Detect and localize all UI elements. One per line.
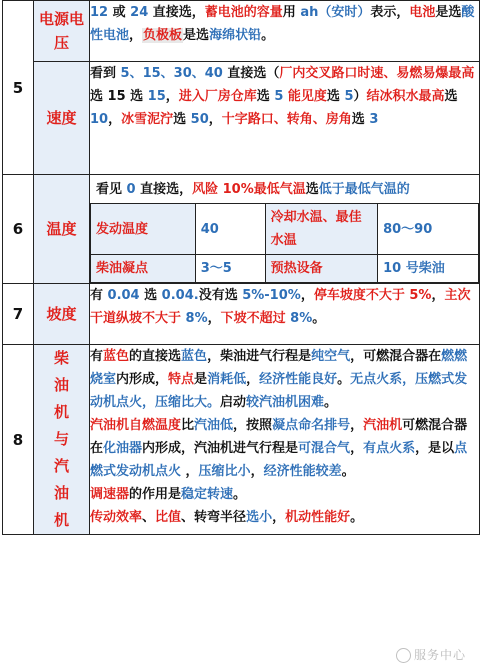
watermark [396, 646, 466, 663]
text-run: 内形成，汽油机进气行程是 [142, 441, 299, 456]
text-run: ， [181, 464, 199, 479]
row-number: 8 [3, 345, 34, 535]
text-run: 特点 [168, 372, 195, 387]
text-run: 稳定转速 [181, 487, 234, 502]
text-run: 、 [142, 510, 156, 525]
row-content [90, 62, 480, 175]
text-run: 8% [285, 311, 313, 326]
text-run: 机动性能好 [285, 510, 351, 525]
text-run: 。 [341, 464, 355, 479]
text-run: 0 [126, 182, 136, 197]
text-run: ， [208, 112, 222, 127]
text-run: 。 [233, 487, 247, 502]
text-run: 的直接选 [129, 349, 182, 364]
text-run: ， [207, 311, 221, 326]
text-run: 下坡不超过 [220, 311, 286, 326]
text-run: 停车坡度不大于 5% [313, 288, 432, 303]
document-page [2, 0, 480, 671]
row-content [90, 1, 480, 62]
row-number: 7 [3, 284, 34, 345]
text-run: 海绵状铅 [209, 28, 262, 43]
text-run: 直接选， [148, 5, 205, 20]
row-label: 电源电压 [34, 1, 90, 62]
text-run: 冰雪泥泞 [121, 112, 174, 127]
text-run: 凝点命名排号 [272, 418, 351, 433]
row-label [34, 345, 90, 535]
grid-cell: 发动温度 [91, 204, 196, 255]
text-run: ，按照 [233, 418, 273, 433]
row-content [90, 175, 480, 284]
text-run: 电池 [409, 5, 436, 20]
grid-cell: 40 [195, 204, 265, 255]
text-run: 可燃混合器在 [90, 418, 468, 456]
text-run: 5%-10% [242, 288, 301, 303]
text-run: ，柴油进气行程是 [207, 349, 312, 364]
rules-table [2, 0, 480, 535]
table-row [3, 345, 480, 535]
table-row [3, 284, 480, 345]
text-run: 蓄电池的容量 [204, 5, 283, 20]
text-run: 0.04. [161, 288, 199, 303]
text-run: 8% [181, 311, 208, 326]
text-run: 低于最低气温的 [318, 182, 410, 197]
text-run: 比 [181, 418, 195, 433]
text-run: 选 [444, 89, 458, 104]
text-run: 较汽油机困难 [246, 395, 325, 410]
text-run: 选 [256, 89, 275, 104]
text-run: 酸性电池 [90, 5, 475, 43]
text-run: 选 [351, 112, 370, 127]
table-row [3, 1, 480, 62]
text-run: 选 [305, 182, 319, 197]
text-run: 汽油机自燃温度 [90, 418, 182, 433]
text-run: ， [129, 28, 143, 43]
grid-row [91, 255, 479, 283]
paragraph [90, 414, 479, 483]
text-run: 直接选（ [222, 66, 280, 81]
paragraph [90, 483, 479, 506]
text-run: 用 [282, 5, 301, 20]
text-run: 5 [344, 89, 354, 104]
text-run: 选 [139, 288, 162, 303]
text-run: 消耗低 [207, 372, 247, 387]
text-run: 是选 [435, 5, 462, 20]
text-run: ） [353, 89, 367, 104]
watermark-text: 服务中心 [413, 648, 466, 662]
text-run: ， [108, 112, 122, 127]
text-run: ， [165, 89, 179, 104]
text-run: 蓝色 [181, 349, 208, 364]
text-run: ， [300, 288, 314, 303]
row-label: 速度 [34, 62, 90, 175]
text-run: 十字路口、转角、房角 [221, 112, 352, 127]
text-run: 。 [337, 372, 351, 387]
text-run: 5、15、30、40 [120, 66, 223, 81]
text-run: 燃燃烧室 [90, 349, 468, 387]
text-run: ， [246, 372, 260, 387]
text-run: 选 [173, 112, 191, 127]
text-run: 50 [190, 112, 209, 127]
grid-cell: 冷却水温、最佳水温 [265, 204, 378, 255]
text-run: 经济性能良好 [259, 372, 338, 387]
text-run: 。 [261, 28, 275, 43]
text-run: 。 [324, 395, 338, 410]
text-run: 汽油低 [194, 418, 234, 433]
text-run: 启动 [220, 395, 247, 410]
text-run: ，是以 [415, 441, 455, 456]
text-run: 是选 [183, 28, 210, 43]
text-run: 的作用是 [129, 487, 182, 502]
text-run: 15 [147, 89, 166, 104]
text-run: 主次干道纵坡不大于 [90, 288, 471, 326]
text-run: 结冰积水最高 [366, 89, 445, 104]
row-content [90, 284, 480, 345]
text-run: 厂内交叉路口时速、易燃易爆最高 [279, 66, 475, 81]
text-run: 有点火系 [363, 441, 416, 456]
text-run: 风险 10%最低气温 [192, 182, 306, 197]
text-run: 没有选 [198, 288, 243, 303]
text-run: 、转弯半径 [181, 510, 247, 525]
text-run: 看到 [90, 66, 121, 81]
text-run: ， [272, 510, 286, 525]
text-run: 直接选， [135, 182, 193, 197]
text-run: 汽油机 [363, 418, 403, 433]
text-run: 5 [274, 89, 284, 104]
paragraph [90, 506, 479, 529]
text-run: 选 [326, 89, 345, 104]
text-run: ， [250, 464, 264, 479]
paragraph [90, 345, 479, 414]
text-run: ，可燃混合器在 [350, 349, 442, 364]
text-run: 比值 [155, 510, 182, 525]
text-run: 蓝色 [103, 349, 130, 364]
text-run: 有 [90, 288, 108, 303]
text-run: 3 [369, 112, 379, 127]
text-run: 。 [350, 510, 364, 525]
text-run: 24 [130, 5, 149, 20]
text-run: 无点火系，压燃式发动机点火，压缩比大。 [90, 372, 468, 410]
text-run: 是 [194, 372, 208, 387]
text-run: 压缩比小 [198, 464, 251, 479]
table-row [3, 62, 480, 175]
text-run: 传动效率 [90, 510, 143, 525]
row-number: 5 [3, 1, 34, 175]
text-run: 内形成， [116, 372, 169, 387]
watermark-logo-icon [396, 648, 411, 663]
text-run: ， [350, 418, 364, 433]
text-run: 10 [90, 112, 109, 127]
text-run: ， [350, 441, 364, 456]
temperature-grid [90, 203, 479, 283]
text-run: 纯空气 [311, 349, 351, 364]
text-run: 点燃式发动机点火 [90, 441, 468, 479]
vertical-label: 柴油机与汽油机 [53, 349, 69, 529]
text-run: 可混合气 [298, 441, 351, 456]
row-number: 6 [3, 175, 34, 284]
grid-cell: 柴油凝点 [91, 255, 196, 283]
text-run: 表示， [370, 5, 410, 20]
text-run: 负极板 [143, 28, 183, 43]
text-run: 经济性能较差 [263, 464, 342, 479]
text-run: 看见 [96, 182, 127, 197]
text-run: 0.04 [107, 288, 140, 303]
grid-cell: 10 号柴油 [378, 255, 479, 283]
text-run: 12 [90, 5, 109, 20]
text-run: 或 [108, 5, 131, 20]
temperature-lead [90, 175, 479, 203]
grid-cell: 80～90 [378, 204, 479, 255]
text-run: 。 [312, 311, 326, 326]
text-run: 选小 [246, 510, 273, 525]
grid-row [91, 204, 479, 255]
text-run: 化油器 [103, 441, 143, 456]
text-run: 能见度 [287, 89, 327, 104]
table-row [3, 175, 480, 284]
text-run: ， [431, 288, 445, 303]
grid-cell: 预热设备 [265, 255, 378, 283]
text-run: 选 15 选 [90, 89, 148, 104]
text-run: 有 [90, 349, 104, 364]
grid-cell: 3～5 [195, 255, 265, 283]
text-run: ah（安时） [300, 5, 371, 20]
row-content [90, 345, 480, 535]
row-label: 坡度 [34, 284, 90, 345]
row-label: 温度 [34, 175, 90, 284]
text-run: 进入厂房仓库 [178, 89, 257, 104]
text-run: 调速器 [90, 487, 130, 502]
